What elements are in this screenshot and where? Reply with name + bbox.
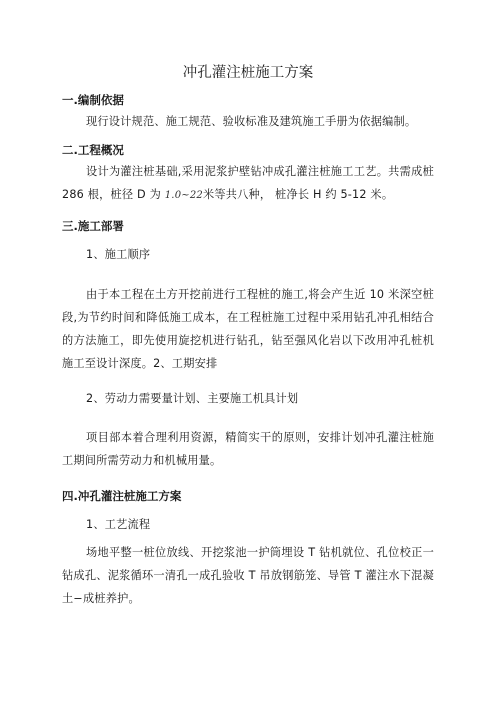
plan-paragraph-1: 场地平整一桩位放线、开挖浆池一护筒埋设 T 钻机就位、孔位校正一钻成孔、泥浆循环一清孔一成孔验收 T 吊放钢筋笼、导管 T 灌注水下混凝土−成桩养护。 bbox=[62, 546, 434, 605]
section-heading-plan: 四.冲孔灌注桩施工方案 bbox=[62, 489, 182, 503]
overview-text-b: 米等共八种， 桩净长 H 约 5-12 米。 bbox=[202, 188, 394, 201]
section-heading-overview: 二.工程概况 bbox=[62, 143, 124, 157]
deployment-item-2: 2、劳动力需要量计划、主要施工机具计划 bbox=[86, 392, 299, 405]
section-heading-deployment: 三.施工部署 bbox=[62, 219, 124, 233]
basis-paragraph: 现行设计规范、施工规范、验收标准及建筑施工手册为依据编制。 bbox=[86, 115, 417, 128]
overview-paragraph bbox=[62, 160, 434, 207]
deployment-paragraph-1: 由于本工程在土方开挖前进行工程桩的施工,将会产生近 10 米深空桩段,为节约时间和降低施工成本，在工程桩施工过程中采用钻孔冲孔相结合的方法施工，即先使用旋挖机进行钻孔，钻至强风化岩以下改用冲孔桩机施工至设计深度。2、工期安排 bbox=[62, 288, 434, 370]
page-title: 冲孔灌注桩施工方案 bbox=[182, 65, 314, 81]
deployment-item-1: 1、施工顺序 bbox=[86, 248, 151, 261]
section-heading-basis: 一.编制依据 bbox=[62, 93, 124, 107]
deployment-paragraph-2: 项目部本着合理利用资源，精简实干的原则，安排计划冲孔灌注桩施工期间所需劳动力和机械用量。 bbox=[62, 431, 434, 467]
overview-text-a: 设计为灌注桩基础,采用泥浆护壁钻冲成孔灌注桩施工工艺。共需成桩 286 根，桩径 D 为 bbox=[62, 165, 434, 201]
pile-diameter-spec: 1.0~22 bbox=[164, 190, 203, 201]
plan-item-1: 1、工艺流程 bbox=[86, 518, 151, 531]
